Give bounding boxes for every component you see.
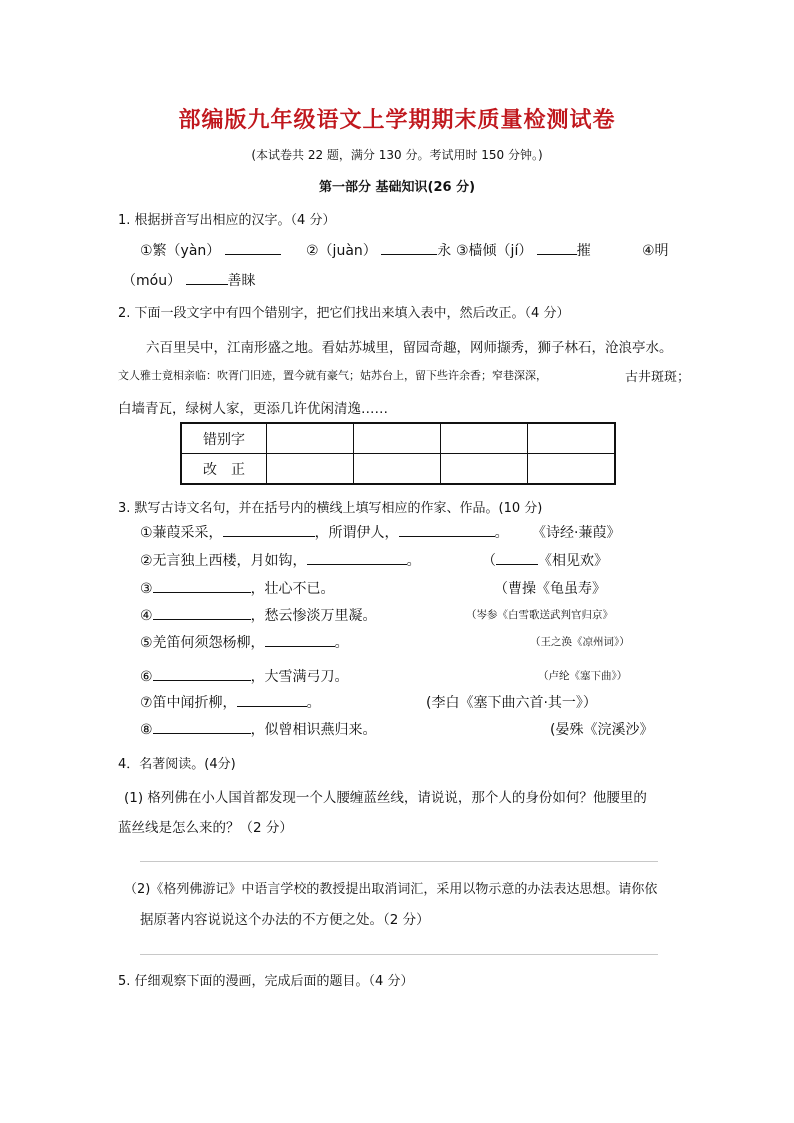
q3-l5-source: （王之涣《凉州词》） bbox=[530, 636, 630, 648]
q2-passage-2: 文人雅士竟相亲临：吹胥门旧迹，置今就有豪气；姑苏台上，留下些许余香；窄巷深深， bbox=[118, 369, 547, 382]
q3-l4-text-a: ④ bbox=[140, 608, 153, 624]
q3-l2-source bbox=[482, 550, 608, 570]
table-header-correct: 改 正 bbox=[181, 454, 267, 485]
part-heading: 第一部分 基础知识(26 分) bbox=[318, 180, 476, 195]
q2-passage-2-tail: 古井斑斑； bbox=[625, 370, 691, 385]
q2-stem: 2. 下面一段文字中有四个错别字，把它们找出来填入表中，然后改正。（4 分） bbox=[118, 306, 570, 321]
q3-l4-text-b: ，愁云惨淡万里凝。 bbox=[250, 608, 377, 624]
q1-e-tail: 善睐 bbox=[227, 273, 256, 289]
q3-l5-text-a: ⑤羌笛何须怨杨柳， bbox=[140, 635, 265, 651]
answer-line[interactable] bbox=[140, 861, 658, 862]
q2-passage-1: 六百里吴中，江南形盛之地。看姑苏城里，留园奇趣，网师撷秀，狮子林石，沧浪亭水。 bbox=[146, 340, 673, 356]
q3-l5-blank[interactable] bbox=[265, 632, 335, 647]
q3-l5-text-b: 。 bbox=[334, 635, 349, 651]
q1-item-e bbox=[122, 270, 256, 290]
q3-line-2 bbox=[140, 550, 421, 570]
q3-l2-paren: （ bbox=[482, 553, 496, 569]
q4-sub1-line1: (1) 格列佛在小人国首都发现一个人腰缠蓝丝线，请说说，那个人的身份如何？他腰里的 bbox=[124, 790, 647, 806]
q1-e-blank[interactable] bbox=[186, 270, 228, 285]
q4-sub2-line2: 据原著内容说说这个办法的不方便之处。（2 分） bbox=[140, 912, 430, 928]
q3-line-3 bbox=[140, 578, 335, 598]
q3-line-8 bbox=[140, 719, 377, 739]
q3-line-5 bbox=[140, 632, 349, 652]
q3-l3-text-a: ③ bbox=[140, 581, 153, 597]
q3-l3-blank[interactable] bbox=[153, 578, 251, 593]
answer-line[interactable] bbox=[140, 954, 658, 955]
error-correction-table bbox=[180, 422, 616, 485]
q3-l3-text-b: ，壮心不已。 bbox=[250, 581, 335, 597]
q3-l2-text-b: 。 bbox=[406, 553, 421, 569]
table-cell[interactable] bbox=[354, 454, 441, 485]
q4-sub1-line2: 蓝丝线是怎么来的？（2 分） bbox=[118, 820, 293, 836]
q3-l8-text-b: ，似曾相识燕归来。 bbox=[250, 722, 377, 738]
q3-l8-source: (晏殊《浣溪沙》 bbox=[550, 722, 654, 738]
table-cell[interactable] bbox=[441, 423, 528, 454]
q3-l1-text-c: 。 bbox=[494, 525, 509, 541]
q3-stem: 3. 默写古诗文名句，并在括号内的横线上填写相应的作家、作品。(10 分) bbox=[118, 501, 543, 516]
q3-l1-blank-2[interactable] bbox=[399, 522, 495, 537]
q3-l4-blank[interactable] bbox=[153, 605, 251, 620]
table-cell[interactable] bbox=[528, 454, 616, 485]
q3-l2-work: 《相见欢》 bbox=[538, 553, 608, 569]
q1-c-blank[interactable] bbox=[537, 240, 577, 255]
q3-line-6 bbox=[140, 666, 349, 686]
table-cell[interactable] bbox=[267, 454, 354, 485]
q1-item-c bbox=[456, 240, 591, 260]
q3-line-7 bbox=[140, 692, 321, 712]
q1-stem: 1. 根据拼音写出相应的汉字。（4 分） bbox=[118, 213, 336, 228]
q3-line-4 bbox=[140, 605, 377, 625]
q3-l2-text-a: ②无言独上西楼，月如钩， bbox=[140, 553, 307, 569]
q4-stem: 4．名著阅读。(4分) bbox=[118, 757, 236, 772]
table-header-wrong: 错别字 bbox=[181, 423, 267, 454]
q3-l7-text-a: ⑦笛中闻折柳， bbox=[140, 695, 237, 711]
exam-subtitle: (本试卷共 22 题，满分 130 分。考试用时 150 分钟。) bbox=[251, 148, 543, 162]
q3-l6-blank[interactable] bbox=[153, 666, 251, 681]
q4-sub2-line1: （2)《格列佛游记》中语言学校的教授提出取消词汇，采用以物示意的办法表达思想。请你依 bbox=[124, 882, 658, 897]
q3-l7-blank[interactable] bbox=[237, 692, 307, 707]
q3-l6-text-b: ，大雪满弓刀。 bbox=[250, 669, 349, 685]
q3-l1-blank-1[interactable] bbox=[223, 522, 315, 537]
q3-l2-blank[interactable] bbox=[307, 550, 407, 565]
q1-a-label: ①繁（yàn） bbox=[140, 243, 221, 259]
q1-e-label: （móu） bbox=[122, 273, 182, 289]
q3-l7-source: (李白《塞下曲六首·其一》） bbox=[426, 695, 597, 711]
q1-b-blank[interactable] bbox=[381, 240, 437, 255]
q1-b-tail: 永 bbox=[437, 243, 452, 259]
q1-item-b bbox=[306, 240, 451, 260]
q3-l4-source: （岑参《白雪歌送武判官归京》 bbox=[466, 609, 613, 621]
q3-l6-source: （卢纶《塞下曲》） bbox=[538, 670, 628, 682]
q1-a-blank[interactable] bbox=[225, 240, 281, 255]
q1-item-a bbox=[140, 240, 281, 260]
q2-passage-3: 白墙青瓦，绿树人家，更添几许优闲清逸…… bbox=[118, 401, 388, 417]
q3-l1-text-b: ，所谓伊人， bbox=[314, 525, 399, 541]
q1-item-d: ④明 bbox=[642, 243, 669, 259]
q3-l8-blank[interactable] bbox=[153, 719, 251, 734]
q3-l6-text-a: ⑥ bbox=[140, 669, 153, 685]
table-cell[interactable] bbox=[441, 454, 528, 485]
q3-l7-text-b: 。 bbox=[306, 695, 321, 711]
q1-c-label: ③樯倾（jí） bbox=[456, 243, 533, 259]
table-row bbox=[181, 454, 615, 485]
q5-stem: 5. 仔细观察下面的漫画，完成后面的题目。（4 分） bbox=[118, 974, 414, 989]
q3-l2-author-blank[interactable] bbox=[496, 550, 538, 565]
table-cell[interactable] bbox=[528, 423, 616, 454]
q3-l8-text-a: ⑧ bbox=[140, 722, 153, 738]
q3-l3-source: （曹操《龟虽寿》 bbox=[494, 581, 606, 597]
exam-title: 部编版九年级语文上学期期末质量检测试卷 bbox=[178, 107, 616, 133]
q3-l1-text-a: ①蒹葭采采， bbox=[140, 525, 223, 541]
q3-line-1 bbox=[140, 522, 509, 542]
q1-c-tail: 摧 bbox=[576, 243, 591, 259]
table-cell[interactable] bbox=[267, 423, 354, 454]
table-row bbox=[181, 423, 615, 454]
q3-l1-source: 《诗经·蒹葭》 bbox=[532, 525, 621, 541]
table-cell[interactable] bbox=[354, 423, 441, 454]
q1-b-label: ②（juàn） bbox=[306, 243, 377, 259]
